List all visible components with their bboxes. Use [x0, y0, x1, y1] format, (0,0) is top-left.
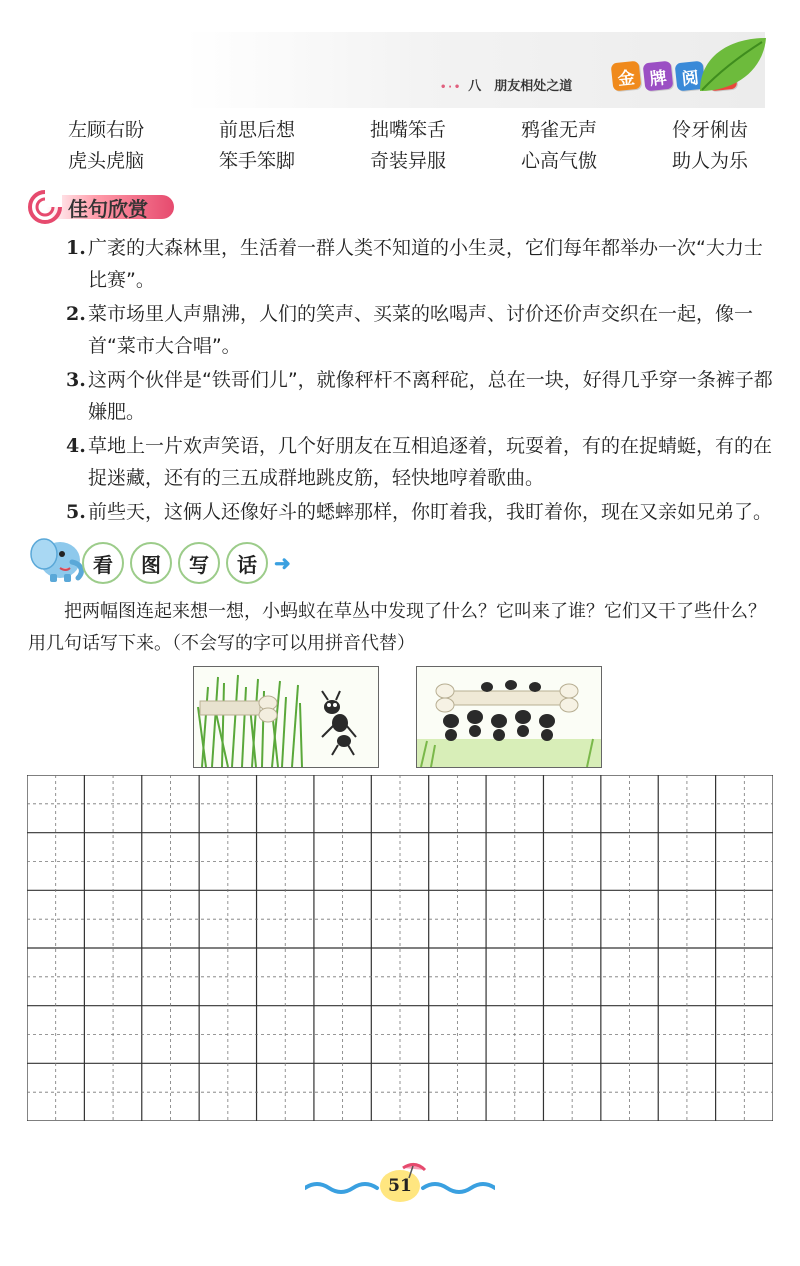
sentence-item — [66, 364, 778, 428]
idiom: 奇装异服 — [370, 150, 447, 172]
section-title: 佳句欣赏 — [68, 197, 148, 221]
sentence-number: 5. — [66, 501, 86, 523]
writing-grid[interactable] — [27, 775, 773, 1121]
idiom: 左顾右盼 — [68, 119, 145, 141]
word-row-1 — [68, 115, 768, 142]
ants-carry-bone-illustration — [417, 667, 601, 767]
page-number: 51 — [388, 1176, 412, 1196]
sentence-number: 3. — [66, 369, 86, 391]
idiom: 前思后想 — [219, 119, 296, 141]
idiom: 笨手笨脚 — [219, 150, 296, 172]
idiom: 鸦雀无声 — [521, 119, 598, 141]
ant-grass-bone-illustration — [194, 667, 378, 767]
sentence-text: 前些天，这俩人还像好斗的蟋蟀那样，你盯着我，我盯着你，现在又亲如兄弟了。 — [88, 501, 773, 523]
sentence-item — [66, 430, 778, 494]
sentence-text: 草地上一片欢声笑语，几个好朋友在互相追逐着，玩耍着，有的在捉蜻蜓，有的在捉迷藏，还有的三五成群地跳皮筋，轻快地哼着歌曲。 — [88, 435, 773, 489]
badge-char: 话 — [226, 542, 268, 584]
sentence-item — [66, 298, 778, 362]
idiom: 心高气傲 — [521, 150, 598, 172]
page-footer — [305, 1158, 495, 1208]
badge-char: 写 — [178, 542, 220, 584]
word-row-2 — [68, 146, 768, 173]
sentence-list — [66, 232, 778, 530]
idiom: 助人为乐 — [672, 150, 749, 172]
badge-char: 图 — [130, 542, 172, 584]
idiom: 虎头虎脑 — [68, 150, 145, 172]
chapter-title: •‧• 八 朋友相处之道 — [440, 79, 573, 94]
sentence-text: 这两个伙伴是“铁哥们儿”，就像秤杆不离秤砣，总在一块，好得几乎穿一条裤子都嫌肥。 — [88, 369, 773, 423]
brand-tile: 阅 — [675, 61, 706, 92]
elephant-icon — [28, 528, 88, 584]
dots-decoration: •‧• — [440, 82, 463, 93]
leaf-icon — [690, 36, 768, 96]
idiom: 拙嘴笨舌 — [370, 119, 447, 141]
arrow-right-icon: ➜ — [274, 551, 291, 575]
sentence-text: 广袤的大森林里，生活着一群人类不知道的小生灵，它们每年都举办一次“大力士比赛”。 — [88, 237, 763, 291]
sentence-item — [66, 232, 778, 296]
picture-ant-finds-bone — [193, 666, 379, 768]
badge-char: 看 — [82, 542, 124, 584]
sentence-item — [66, 496, 778, 528]
picture-ants-carry-bone — [416, 666, 602, 768]
writing-instruction: 把两幅图连起来想一想，小蚂蚁在草丛中发现了什么？它叫来了谁？它们又干了些什么？用几句话写下来。（不会写的字可以用拼音代替） — [28, 601, 766, 654]
sentence-text: 菜市场里人声鼎沸，人们的笑声、买菜的吆喝声、讨价还价声交织在一起，像一首“菜市大合唱”。 — [88, 303, 754, 357]
section-badge-picture-writing — [82, 542, 291, 584]
sentence-number: 4. — [66, 435, 86, 457]
brand-tile: 金 — [611, 61, 642, 92]
idiom: 伶牙俐齿 — [672, 119, 749, 141]
section-badge-sentences — [28, 190, 176, 224]
sentence-number: 2. — [66, 303, 86, 325]
swirl-icon — [28, 190, 62, 224]
sentence-number: 1. — [66, 237, 86, 259]
brand-tile: 牌 — [643, 61, 674, 92]
